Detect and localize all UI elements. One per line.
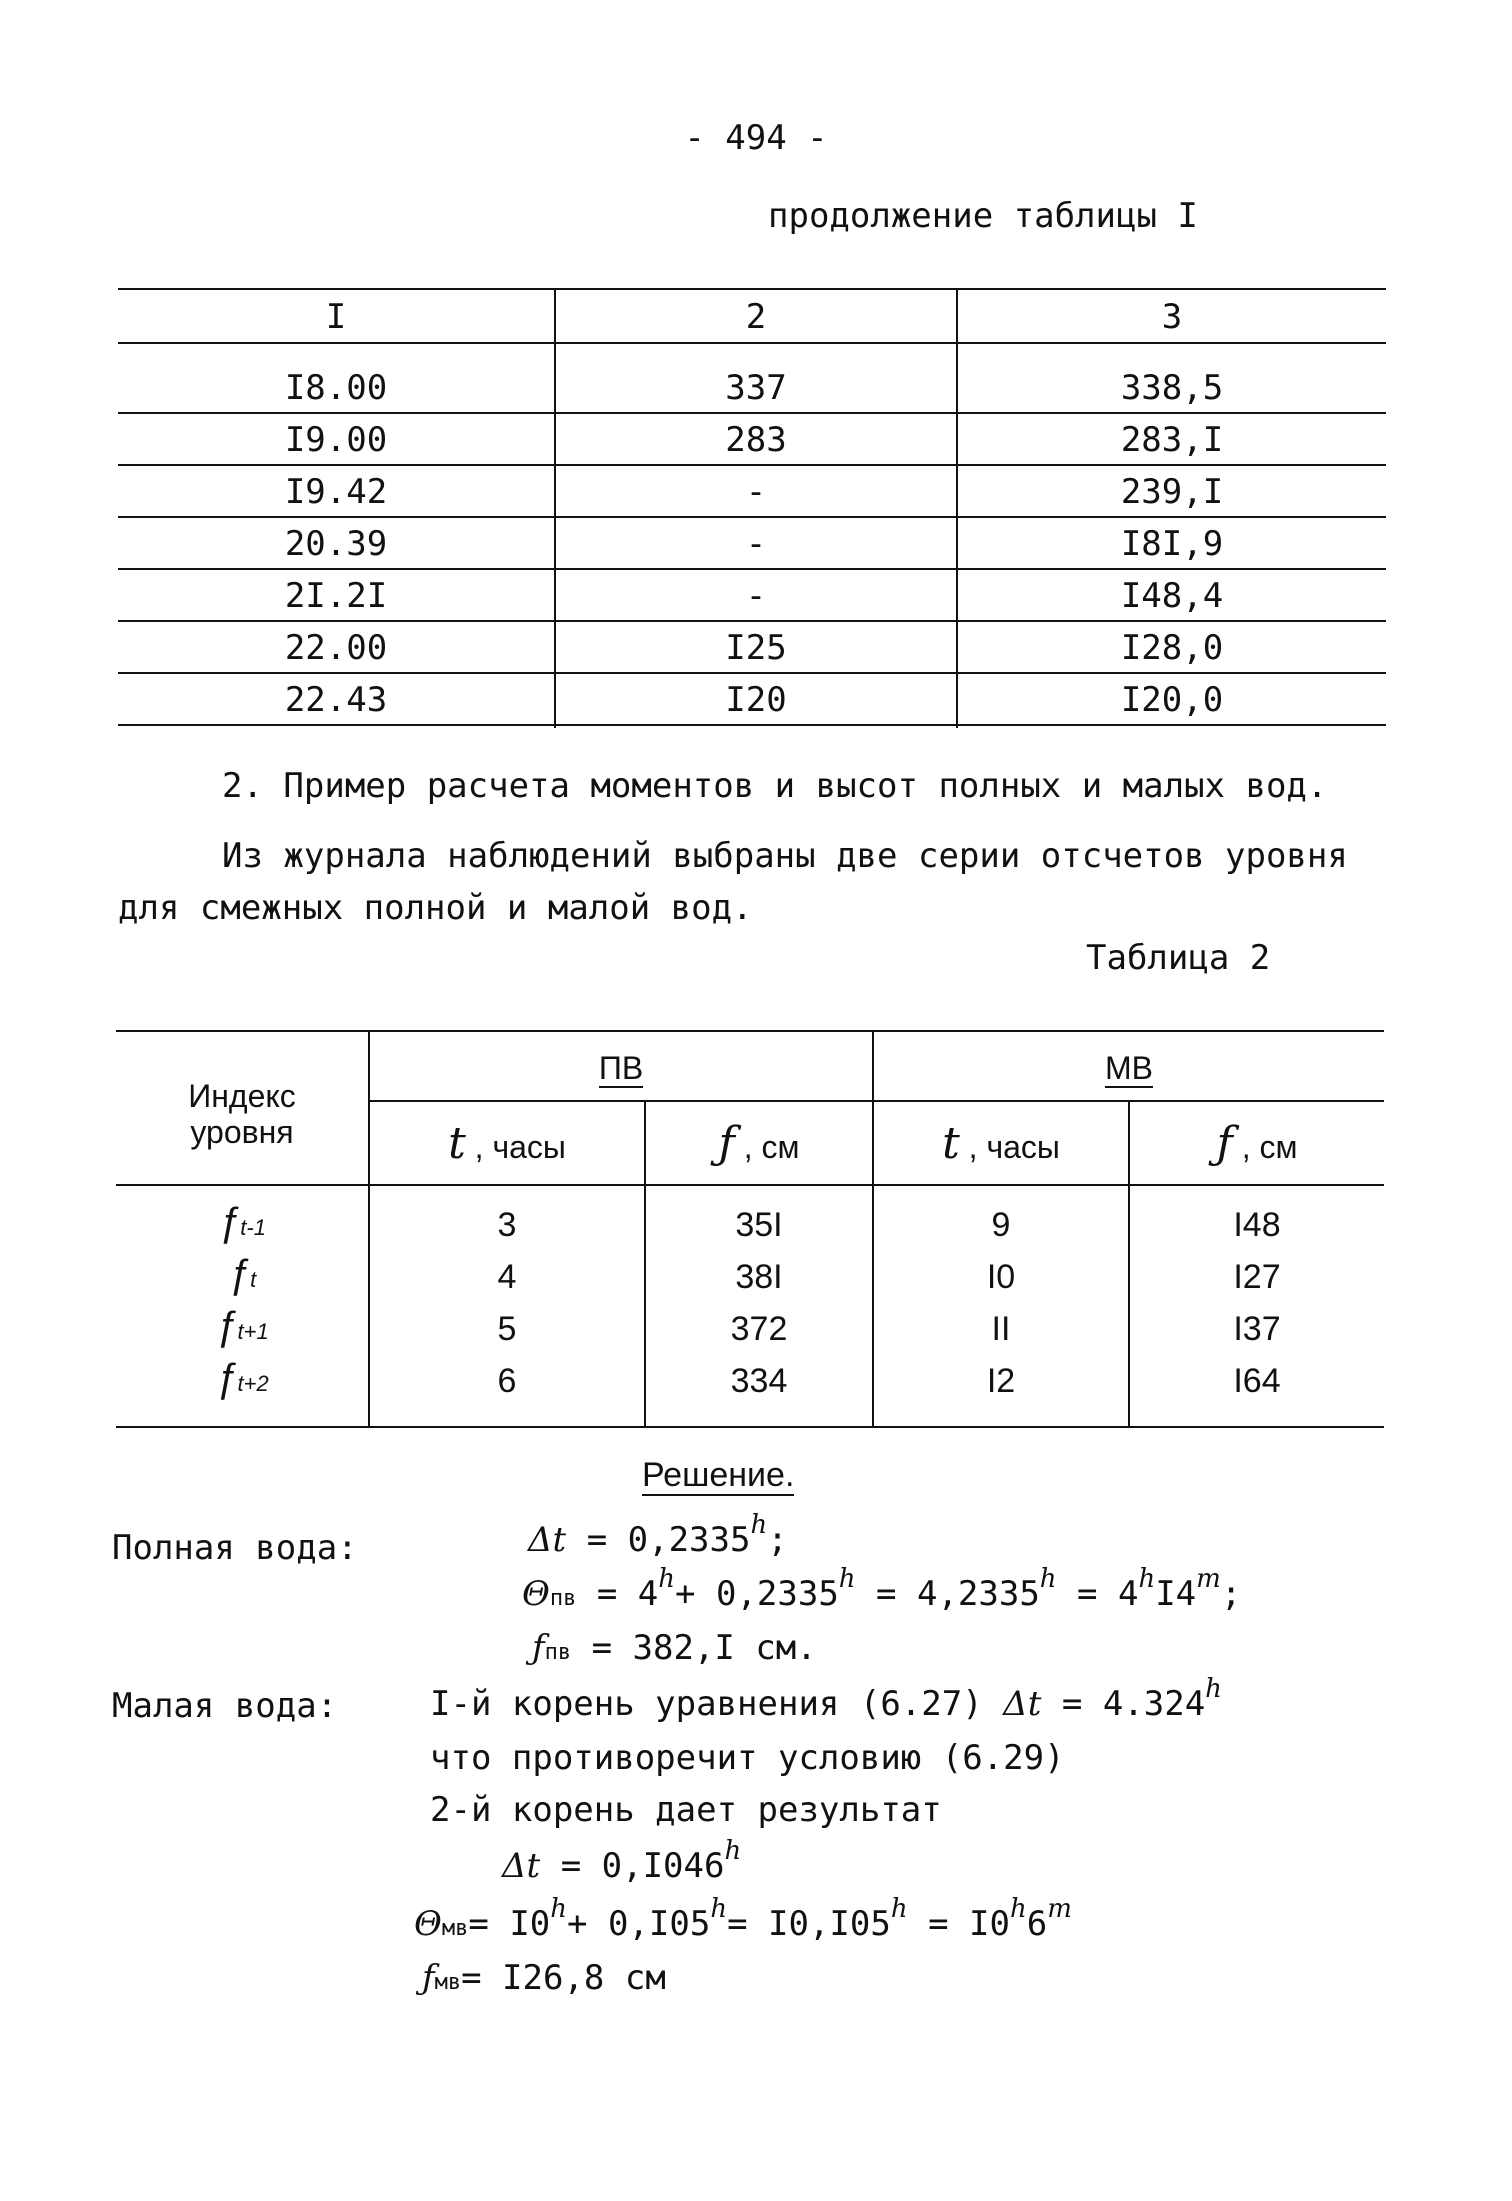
- table2-col-mv-time: t , часы: [942, 1118, 1060, 1169]
- table1-cell-observed: I25: [725, 628, 787, 668]
- full-water-dt-formula: Δt = 0,2335$^h$;: [528, 1510, 788, 1560]
- table2-cell: 35I: [735, 1206, 783, 1244]
- table2-index-header: [116, 1078, 368, 1150]
- table2-col-pv-time: t , часы: [448, 1118, 566, 1169]
- table2-cell: 372: [730, 1310, 788, 1348]
- table2-cell: 334: [730, 1362, 788, 1400]
- table1-cell-computed: I8I,9: [1120, 524, 1224, 564]
- table1-cell-computed: 338,5: [1120, 368, 1224, 408]
- table2-cell: I27: [1233, 1258, 1281, 1296]
- table1-cell-computed: I28,0: [1120, 628, 1224, 668]
- table2-group-mv: МВ: [1105, 1050, 1153, 1086]
- paragraph-journal-line1: Из журнала наблюдений выбраны две серии отсчетов уровня: [222, 836, 1348, 876]
- paragraph-journal-line2: для смежных полной и малой вод.: [118, 888, 753, 928]
- table1-cell-computed: 239,I: [1120, 472, 1224, 512]
- table1-cell-observed: 337: [725, 368, 787, 408]
- table2-cell: II: [991, 1310, 1011, 1348]
- table1-header-col2: 2: [745, 297, 767, 337]
- table1-cell-observed: -: [745, 472, 767, 512]
- full-water-label: Полная вода:: [112, 1528, 358, 1568]
- solution-title: Решение.: [642, 1456, 795, 1494]
- table1-cell-time: I9.42: [284, 472, 388, 512]
- low-water-root2-line: 2-й корень дает результат: [430, 1790, 942, 1830]
- low-water-dt-formula: $\Delta t = 0,I046^h$: [502, 1836, 742, 1886]
- table2-cell: 4: [497, 1258, 517, 1296]
- table2-group-pv: ПВ: [598, 1050, 644, 1086]
- table1-cell-computed: I20,0: [1120, 680, 1224, 720]
- low-water-theta-formula: $\Theta мв= I0^h+ 0,I05^h= I0,I05^h = I0^h6^m$: [414, 1894, 1072, 1944]
- table2-index-cell: ƒt: [227, 1252, 257, 1296]
- table2-cell: I64: [1233, 1362, 1281, 1400]
- table2-index-header-line1: Индекс: [188, 1078, 296, 1114]
- table1-continuation-caption: продолжение таблицы I: [768, 196, 1198, 236]
- table2-caption: Таблица 2: [1086, 938, 1271, 978]
- table2-index-cell: ƒt-1: [218, 1200, 266, 1244]
- table2-cell: 5: [497, 1310, 517, 1348]
- low-water-label: Малая вода:: [112, 1686, 338, 1726]
- table2-cell: I0: [986, 1258, 1016, 1296]
- table1-cell-computed: I48,4: [1120, 576, 1224, 616]
- table2-cell: I2: [986, 1362, 1016, 1400]
- table1-cell-time: 22.00: [284, 628, 388, 668]
- low-water-contradiction-line: что противоречит условию (6.29): [430, 1738, 1065, 1778]
- table1-cell-time: 22.43: [284, 680, 388, 720]
- table1-cell-time: 2I.2I: [284, 576, 388, 616]
- table1-cell-observed: 283: [725, 420, 787, 460]
- table1: [118, 288, 1386, 728]
- table2-cell: 6: [497, 1362, 517, 1400]
- table2-cell: I37: [1233, 1310, 1281, 1348]
- table1-cell-time: I9.00: [284, 420, 388, 460]
- table2-col-mv-level: ƒ , см: [1216, 1118, 1298, 1169]
- table2-cell: 38I: [735, 1258, 783, 1296]
- table2-cell: 9: [991, 1206, 1011, 1244]
- full-water-theta-formula: $\Theta пв = 4^h+ 0,2335^h = 4,2335^h = 4^hI4^m$;: [522, 1564, 1242, 1614]
- table1-cell-observed: -: [745, 524, 767, 564]
- full-water-level-formula: ƒпв = 382,I см.: [532, 1628, 817, 1668]
- table2: [116, 1030, 1384, 1430]
- table1-header-col1: I: [325, 297, 347, 337]
- table2-index-cell: ƒt+1: [215, 1304, 269, 1348]
- page-number: - 494 -: [684, 118, 828, 158]
- low-water-root1-line: I-й корень уравнения (6.27) Δt = 4.324$^h$: [430, 1674, 1222, 1724]
- low-water-level-formula: ƒмв= I26,8 см: [422, 1958, 666, 1998]
- table1-cell-time: 20.39: [284, 524, 388, 564]
- table1-header-col3: 3: [1161, 297, 1183, 337]
- table1-cell-computed: 283,I: [1120, 420, 1224, 460]
- table2-index-header-line2: уровня: [190, 1114, 294, 1150]
- paragraph-example-heading: 2. Пример расчета моментов и высот полных и малых вод.: [222, 766, 1328, 806]
- table1-cell-observed: I20: [725, 680, 787, 720]
- table2-cell: 3: [497, 1206, 517, 1244]
- table2-cell: I48: [1233, 1206, 1281, 1244]
- table1-cell-time: I8.00: [284, 368, 388, 408]
- table1-cell-observed: -: [745, 576, 767, 616]
- table2-index-cell: ƒt+2: [215, 1356, 269, 1400]
- table2-col-pv-level: ƒ , см: [718, 1118, 800, 1169]
